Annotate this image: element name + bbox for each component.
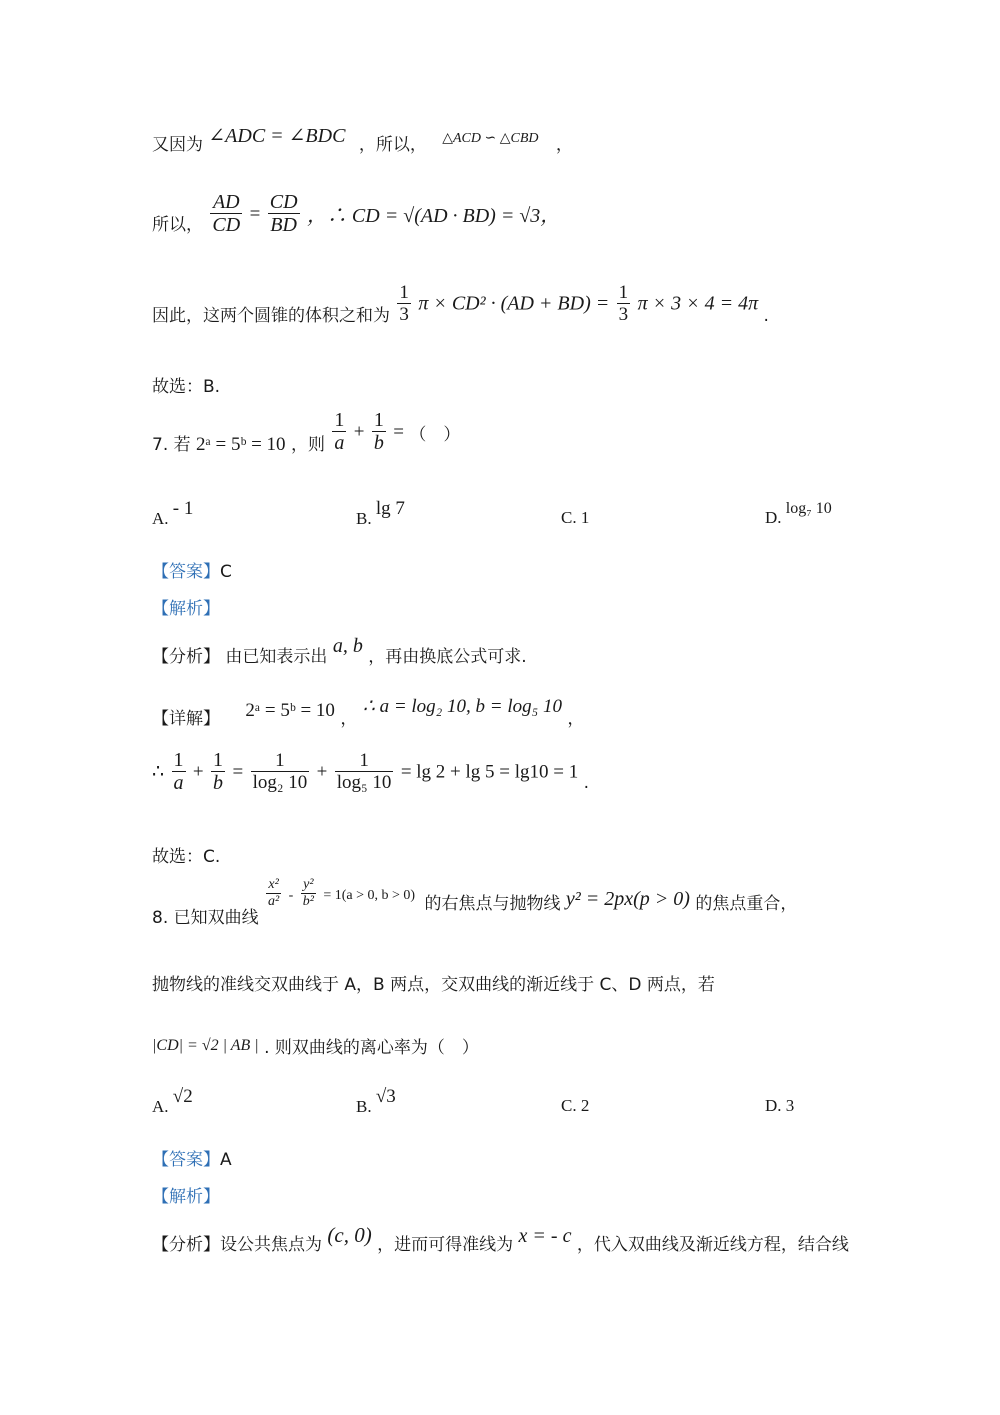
text: ，进而可得准线为 [377, 1235, 514, 1255]
plus: + [316, 761, 328, 783]
fraction [268, 192, 300, 237]
fraction [397, 283, 411, 326]
fraction [335, 751, 394, 794]
math-focus: (c, 0) [327, 1223, 372, 1247]
option-label: D. [765, 508, 782, 527]
fraction [210, 192, 242, 237]
denominator: 3 [618, 303, 629, 325]
q7-calc [152, 750, 589, 795]
text: 7. 若 [152, 434, 191, 455]
minus: - [288, 887, 294, 903]
numerator: 1 [373, 409, 384, 431]
numerator: 1 [399, 282, 409, 303]
option-value: √2 [172, 1086, 193, 1107]
math-volume: π × CD² · (AD + BD) = [418, 292, 610, 315]
option-label: A. [152, 509, 169, 528]
numerator: AD [210, 192, 242, 214]
math-hyperbola: = 1(a > 0, b > 0) [323, 887, 416, 903]
text: ， [340, 709, 358, 729]
option-value: log₇ 10 [785, 500, 832, 517]
text: ， [555, 135, 573, 155]
choose-b: 故选：B. [152, 377, 221, 397]
text: 又因为 [152, 135, 203, 155]
option-label: A. [152, 1097, 169, 1116]
numerator: 1 [618, 282, 629, 303]
fenxi-tag: 【分析】 [152, 647, 220, 667]
text: 因此，这两个圆锥的体积之和为 [152, 306, 390, 327]
option-label: B. [356, 1097, 372, 1116]
numerator: 1 [335, 751, 394, 772]
q8-option-a [152, 1086, 193, 1118]
q7-option-b [356, 498, 405, 530]
plus: + [353, 421, 365, 443]
choose-c: 故选：C. [152, 847, 221, 867]
text: ，所以， [358, 135, 427, 155]
q8-option-d [765, 1096, 794, 1116]
text: ，代入双曲线及渐近线方程，结合线 [576, 1235, 849, 1255]
q8-fenxi [152, 1222, 849, 1255]
denominator: BD [270, 214, 297, 236]
numerator: x² [266, 878, 281, 894]
math-directrix: x = - c [518, 1225, 572, 1247]
answer-tag: 【答案】 [152, 1150, 220, 1170]
denominator: CD [212, 214, 241, 236]
q7-analysis [152, 594, 220, 619]
option-value: √3 [375, 1086, 396, 1107]
denominator: 3 [399, 303, 409, 325]
option-value: 1 [580, 508, 590, 527]
period: . [583, 772, 590, 793]
line-ratio [152, 192, 560, 237]
math-ab: a, b [332, 635, 363, 657]
fraction [617, 283, 631, 326]
period: . [763, 306, 769, 327]
text: 的焦点重合， [695, 893, 798, 914]
denominator: b [373, 432, 384, 454]
math-cd-ab: |CD| = √2 | AB | [152, 1037, 259, 1054]
text: 的右焦点与抛物线 [424, 893, 561, 914]
math-exp: 2ᵃ = 5ᵇ = 10 [196, 433, 286, 455]
numerator: 1 [213, 749, 224, 771]
math-exp: 2ᵃ = 5ᵇ = 10 [245, 700, 335, 721]
fraction-y [301, 878, 316, 910]
math-parabola: y² = 2px(p > 0) [565, 887, 690, 910]
equals: = [393, 421, 405, 443]
fraction [332, 410, 346, 455]
math-cd: ，∴ CD = √(AD · BD) = √3， [306, 204, 561, 227]
q8-line2: 抛物线的准线交双曲线于 A，B 两点，交双曲线的渐近线于 C、D 两点，若 [152, 975, 715, 995]
numerator: 1 [173, 749, 184, 771]
fraction [172, 750, 186, 795]
fraction [372, 410, 386, 455]
line-similar-triangles [152, 125, 573, 156]
denominator: a² [268, 893, 280, 909]
text: 所以， [152, 214, 203, 235]
equals: = [232, 761, 244, 783]
question-8-stem [152, 877, 798, 928]
option-label: D. [765, 1096, 782, 1115]
math-volume-result: π × 3 × 4 = 4π [637, 292, 759, 315]
math-angle-eq: ∠ADC = ∠BDC [208, 125, 346, 147]
text: ，再由换底公式可求. [368, 647, 527, 667]
blank: （ ） [409, 424, 461, 445]
q7-option-a [152, 498, 194, 530]
q7-fenxi [152, 632, 527, 667]
equals: = [249, 203, 261, 225]
q7-option-c [561, 508, 589, 528]
option-label: B. [356, 509, 372, 528]
answer-value: C [220, 562, 232, 582]
question-7-stem [152, 410, 460, 455]
analysis-tag: 【解析】 [152, 1187, 220, 1207]
fraction-x [266, 878, 281, 910]
q8-answer [152, 1145, 232, 1170]
option-value: 3 [785, 1096, 795, 1115]
q8-condition [152, 1030, 479, 1058]
denominator: b [213, 772, 224, 794]
q8-option-b [356, 1086, 396, 1118]
text: ， [567, 709, 585, 729]
q7-option-d [765, 500, 832, 528]
option-label: C. [561, 1096, 577, 1115]
q8-option-c [561, 1096, 589, 1116]
numerator: CD [269, 191, 298, 213]
fraction [211, 750, 225, 795]
q8-analysis [152, 1182, 220, 1207]
fenxi-tag: 【分析】 [152, 1235, 220, 1255]
numerator: y² [301, 878, 316, 894]
denominator: log₅ 10 [336, 772, 392, 794]
q7-xiangjie [152, 692, 585, 729]
analysis-tag: 【解析】 [152, 599, 220, 619]
plus: + [192, 761, 204, 783]
xiangjie-tag: 【详解】 [152, 709, 220, 729]
numerator: 1 [251, 751, 310, 772]
math-log: ∴ a = log₂ 10, b = log₅ 10 [362, 696, 562, 717]
denominator: b² [302, 893, 314, 909]
option-value: 2 [580, 1096, 590, 1115]
line-volume [152, 283, 769, 326]
text: . 则双曲线的离心率为（ ） [264, 1038, 479, 1058]
answer-tag: 【答案】 [152, 562, 220, 582]
q7-answer [152, 557, 232, 582]
option-label: C. [561, 508, 577, 527]
text: 8. 已知双曲线 [152, 907, 259, 928]
fraction [251, 751, 310, 794]
option-value: lg 7 [375, 498, 405, 519]
denominator: a [334, 432, 345, 454]
text: 由已知表示出 [225, 647, 328, 667]
option-value: - 1 [172, 498, 194, 519]
answer-value: A [220, 1150, 232, 1170]
math-similar: △ACD ∽ △CBD [442, 131, 539, 146]
denominator: log₂ 10 [252, 772, 308, 794]
therefore: ∴ [152, 761, 165, 783]
numerator: 1 [334, 409, 345, 431]
math-lg: = lg 2 + lg 5 = lg10 = 1 [400, 761, 579, 783]
denominator: a [173, 772, 184, 794]
text: ，则 [290, 434, 325, 455]
text: 设公共焦点为 [220, 1235, 322, 1255]
